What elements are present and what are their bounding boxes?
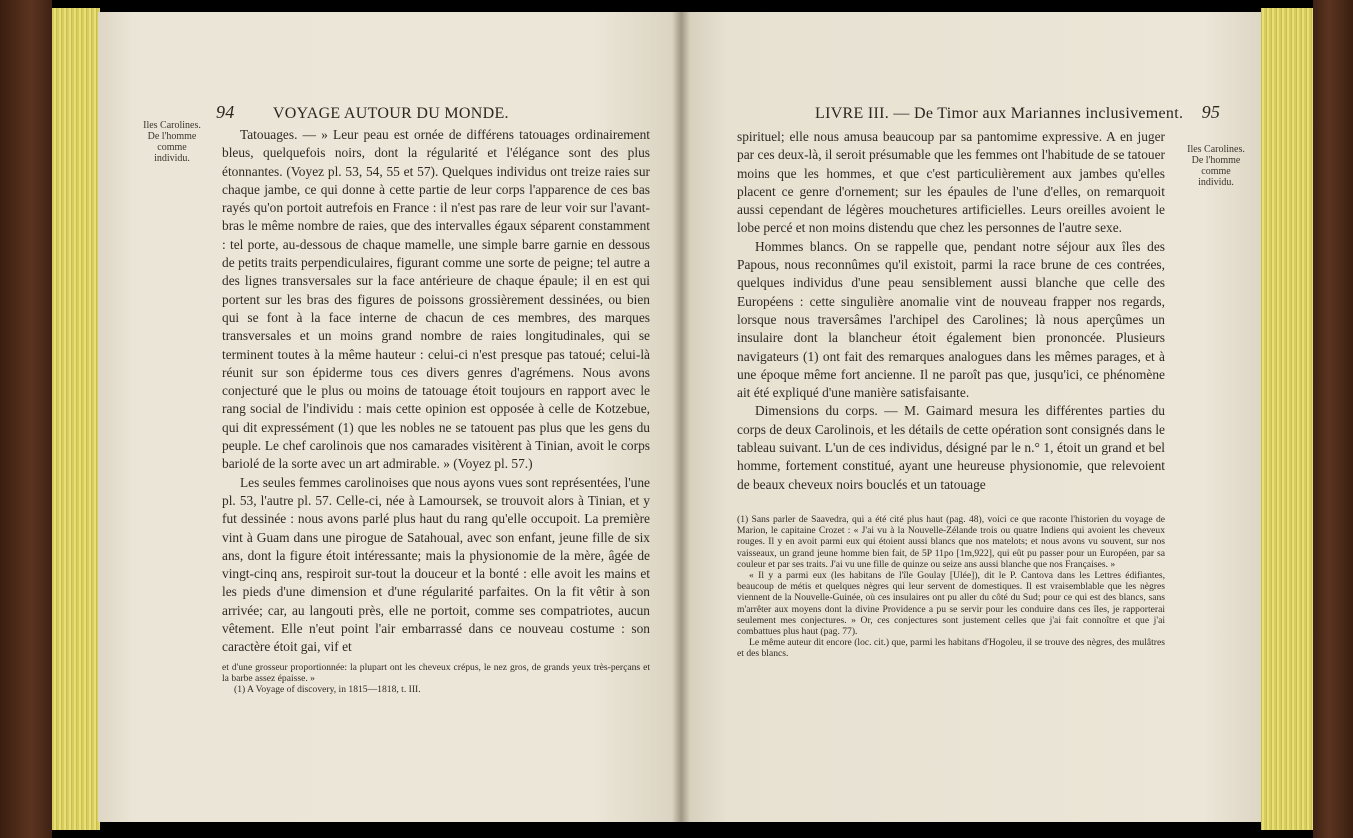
page-edges-right: [1261, 8, 1313, 830]
footnote: (1) A Voyage of discovery, in 1815—1818, t. III.: [234, 684, 421, 696]
right-running-head: [815, 102, 1220, 123]
paragraph: Dimensions du corps. — M. Gaimard mesura les différentes parties du corps de deux Carolinois, et les détails de cette opération sont consignés dans le tableau suivant. L'un de ces individus, désigné par le n.° 1, étoit un grand et bel homme, fortement constitué, ayant une heureuse physionomie, que relevoient de beaux cheveux noirs bouclés et un tatouage: [737, 403, 1165, 492]
left-page-number: 94: [216, 102, 235, 122]
right-header-title: LIVRE III. — De Timor aux Mariannes inclusivement.: [815, 105, 1184, 122]
left-page: [98, 12, 681, 822]
margin-note-line: De l'homme: [1191, 155, 1241, 166]
margin-note-line: Iles Carolines.: [143, 120, 201, 131]
footnote: (1) Sans parler de Saavedra, qui a été cité plus haut (pag. 48), voici ce que raconte l'historien du voyage de Marion, le capitaine Crozet : « J'ai vu à la Nouvelle-Zélande trois ou quatre Indiens qui avoient les cheveux rouges. Il y en avoit parmi eux qui étoient aussi blancs que nos matelots; et nous avons vu souvent, sur nos vaisseaux, un grand jeune homme bien fait, de 5P 11po [1m,922], qui eût pu passer pour un Européen, par sa couleur et par ses traits. J'ai vu une fille de quinze ou seize ans aussi blanche que nos Françaises. »: [737, 514, 1165, 570]
margin-note-line: individu.: [154, 153, 190, 164]
margin-note-line: individu.: [1198, 177, 1234, 188]
footnote: Le même auteur dit encore (loc. cit.) que, parmi les habitans d'Hogoleu, il se trouve des nègres, des mulâtres et des blancs.: [737, 637, 1165, 660]
left-body-text: [222, 126, 650, 657]
footnote: « Il y a parmi eux (les habitans de l'île Goulay [Ulée]), dit le P. Cantova dans les Lettres édifiantes, beaucoup de métis et quelques nègres qui leur servent de domestiques. Il est vraisemblable que les nègres viennent de la Nouvelle-Guinée, où ces insulaires ont pu aller du côté du Sud; pour ce qui est des blancs, sans m'arrêter aux moyens dont la divine Providence a pu se servir pour les conduire dans ces îles, je rapporterai seulement mes conjectures. » Or, ces conjectures sont justement celles que j'ai fait connoître et que j'ai combattues plus haut (pag. 77).: [737, 570, 1165, 638]
paragraph: Tatouages. — » Leur peau est ornée de différens tatouages ordinairement bleus, quelquefois noirs, dont la régularité et l'élégance sont des plus étonnantes. (Voyez pl. 53, 54, 55 et 57). Quelques individus ont treize raies sur chaque jambe, ce qui donne à cette partie de leur corps l'apparence de ces bas rayés qu'on portoit autrefois en France : il n'est pas rare de leur voir sur l'avant-bras le même nombre de raies, que des intervalles égaux séparent constamment : tel porte, au-dessous de chaque mamelle, une simple barre garnie en dessous de petits traits perpendiculaires, figurant comme une sorte de peigne; tel autre a des lignes transversales sur la face antérieure de chaque épaule; il en est qui portent sur les bras des figures de poissons grossièrement dessinées, ou bien qui se font à la face interne de chacun de ces membres, des marques transversales et un moins grand nombre de raies longitudinales, qui se terminent toutes à la même hauteur : celui-ci n'est presque pas tatoué; celui-là réunit sur son épiderme tous ces divers genres d'agrémens. Nous avons conjecturé que le plus ou moins de tatouage étoit toujours en rapport avec le rang social de l'individu : mais cette opinion est opposée à celle de Kotzebue, qui dit expressément (1) que les nobles ne se tatouent pas plus que les gens du peuple. Le chef carolinois que nos camarades visitèrent à Tinian, avoit le corps bariolé de la sorte avec un art admirable. » (Voyez pl. 57.): [222, 127, 650, 472]
book-cover-left: [0, 0, 52, 838]
paragraph: spirituel; elle nous amusa beaucoup par sa pantomime expressive. A en juger par ces deux-là, il seroit présumable que les femmes ont l'habitude de se tatouer moins que les hommes, et que c'est particulièrement aux jambes qu'elles placent ce genre d'ornement; sur les épaules de l'une d'elles, on remarquoit aussi cependant de légères mouchetures artificielles. Leurs oreilles avoient le lobe percé et non moins distendu que chez les personnes de l'autre sexe.: [737, 129, 1165, 236]
right-page-number: 95: [1201, 102, 1221, 122]
footnote: et d'une grosseur proportionnée: la plupart ont les cheveux crépus, le nez gros, de grands yeux très-perçans et la barbe assez épaisse. »: [222, 662, 650, 685]
left-running-head: [216, 102, 509, 123]
left-footnotes: [222, 662, 650, 696]
margin-note-line: Iles Carolines.: [1187, 144, 1245, 155]
margin-note-line: comme: [157, 142, 187, 153]
right-page: [681, 12, 1261, 822]
paragraph: Les seules femmes carolinoises que nous ayons vues sont représentées, l'une pl. 53, l'autre pl. 57. Celle-ci, née à Lamoursek, se trouvoit alors à Tinian, et y fut dessinée : nous avons parlé plus haut du rang qu'elle occupoit. La première vint à Guam dans une pirogue de Satahoual, avec son enfant, jeune fille de six ans, dont la figure étoit intéressante; mais la physionomie de la mère, âgée de vingt-cinq ans, respiroit sur-tout la douceur et la bonté : elle avoit les mains et les pieds d'une dimension et d'une régularité parfaites. On la fit vêtir à son arrivée; car, au langouti près, elle ne portoit, comme ses compatriotes, aucun vêtement. Elle n'eut point l'air embarrassé dans ce nouveau costume : son caractère étoit gai, vif et: [222, 474, 650, 655]
paragraph: Hommes blancs. On se rappelle que, pendant notre séjour aux îles des Papous, nous reconnûmes qu'il existoit, parmi la race brune de ces contrées, quelques individus d'une peau sensiblement aussi blanche que celle des Européens : cette singulière anomalie vint de nouveau frapper nos regards, lorsque nous traversâmes l'archipel des Carolines; là nous aperçûmes un insulaire dont la blancheur étoit également bien prononcée. Plusieurs navigateurs (1) ont fait des remarques analogues dans les mêmes parages, et à une époque même fort ancienne. Il ne paroît pas que, jusqu'ici, ce phénomène ait été expliqué d'une manière satisfaisante.: [737, 238, 1165, 401]
left-margin-note: [140, 120, 204, 164]
book-cover-right: [1313, 0, 1353, 838]
page-edges-left: [52, 8, 100, 830]
right-footnotes: [737, 514, 1165, 660]
margin-note-line: comme: [1201, 166, 1231, 177]
margin-note-line: De l'homme: [147, 131, 197, 142]
right-margin-note: [1181, 144, 1251, 188]
book-gutter: [672, 12, 690, 822]
right-body-text: [737, 128, 1165, 494]
left-header-title: VOYAGE AUTOUR DU MONDE.: [272, 105, 509, 122]
